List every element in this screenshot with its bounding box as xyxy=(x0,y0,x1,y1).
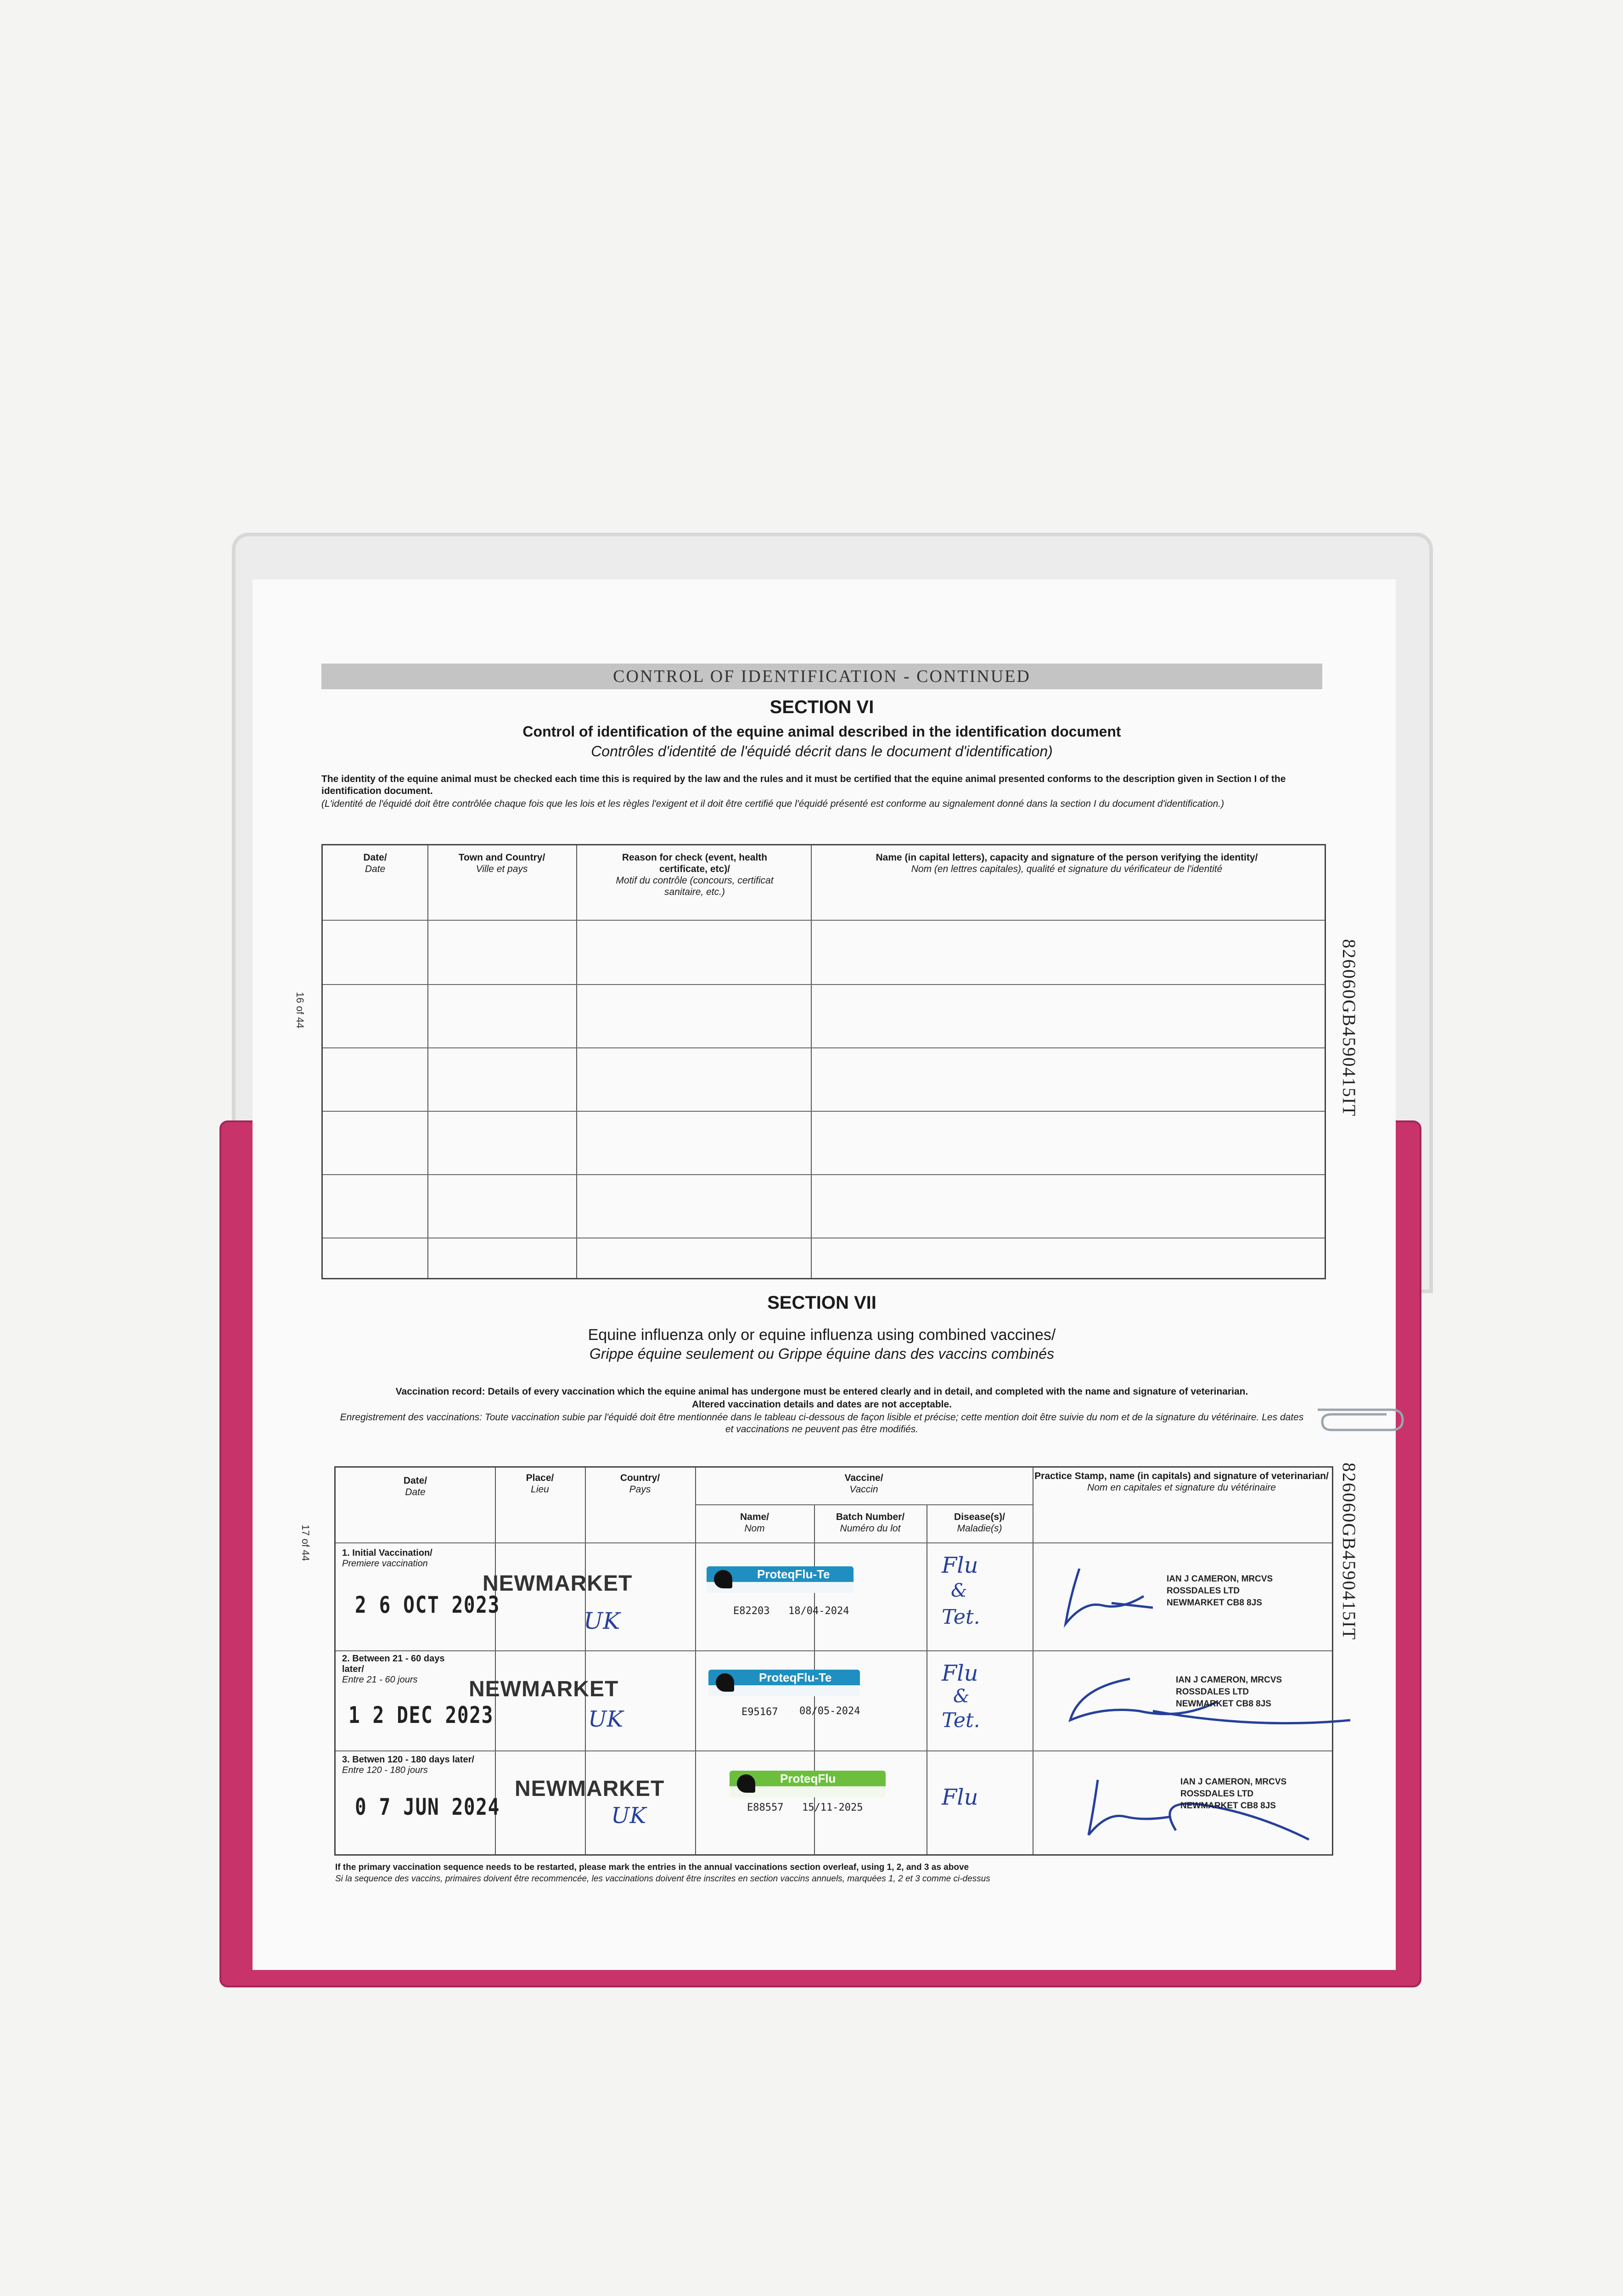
paper-clip-icon xyxy=(1313,1391,1405,1433)
col-reason xyxy=(598,852,791,898)
row-2-vet-stamp xyxy=(1176,1674,1282,1710)
section-vi-note-en: The identity of the equine animal must be checked each time this is required by the law and the rules and it must be certified that the equine animal presented conforms to the description given in Section I of the identification document. xyxy=(321,774,1286,796)
vcol-batch-en: Batch Number/ xyxy=(836,1512,905,1522)
identity-check-table xyxy=(321,844,1326,1279)
vcol-vet-en: Practice Stamp, name (in capitals) and signature of veterinarian/ xyxy=(1034,1471,1329,1481)
row-2-vet-practice: ROSSDALES LTD xyxy=(1176,1687,1249,1697)
vcol-place-fr: Lieu xyxy=(531,1484,549,1495)
row-1-vet-address: NEWMARKET CB8 8JS xyxy=(1167,1598,1262,1608)
row-1-date: 2 6 OCT 2023 xyxy=(355,1592,500,1618)
row-2-label xyxy=(342,1654,448,1685)
row-2-disease-3: Tet. xyxy=(942,1709,980,1732)
row-1-batch: E82203 xyxy=(733,1605,770,1617)
row-2-vet-name: IAN J CAMERON, MRCVS xyxy=(1176,1675,1282,1685)
col-reason-en: Reason for check (event, health certificate, etc)/ xyxy=(622,852,768,874)
vcol-vaccine xyxy=(695,1472,1033,1495)
vcol-vaccine-fr: Vaccin xyxy=(849,1484,878,1495)
vcol-disease-fr: Maladie(s) xyxy=(957,1523,1002,1534)
row-2-disease-2: & xyxy=(953,1686,970,1707)
section-vi-heading-en: Control of identification of the equine animal described in the identification document xyxy=(522,723,1121,740)
vcol-name-fr: Nom xyxy=(744,1523,765,1534)
section-vi-note-fr: (L'identité de l'équidé doit être contrôlée chaque fois que les lois et les règles l'exigent et il doit être certifié que l'équidé présenté est conforme au signalement donné dans la section I du document d'identification.) xyxy=(321,799,1224,809)
row-3-place: NEWMARKET xyxy=(515,1777,665,1801)
row-3-expiry: 15/11-2025 xyxy=(802,1802,863,1813)
col-town xyxy=(427,852,576,875)
row-1-disease-1: Flu xyxy=(942,1553,978,1578)
col-reason-fr: Motif du contrôle (concours, certificat sanitaire, etc.) xyxy=(616,875,774,897)
row-2-batch: E95167 xyxy=(741,1706,778,1718)
row-1-label-fr: Premiere vaccination xyxy=(342,1559,428,1569)
col-date-en: Date/ xyxy=(363,852,387,863)
row-2-label-fr: Entre 21 - 60 jours xyxy=(342,1675,418,1685)
section-vii-title: SECTION VII xyxy=(767,1293,876,1313)
row-3-date: 0 7 JUN 2024 xyxy=(355,1794,500,1820)
row-3-label-fr: Entre 120 - 180 jours xyxy=(342,1765,428,1775)
row-1-expiry: 18/04-2024 xyxy=(788,1605,849,1617)
row-1-place: NEWMARKET xyxy=(483,1571,633,1596)
proteq-logo-icon xyxy=(737,1774,755,1793)
row-1-disease-2: & xyxy=(951,1580,967,1601)
vcol-name-en: Name/ xyxy=(740,1512,769,1522)
vcol-vet-fr: Nom en capitales et signature du vétérinaire xyxy=(1087,1482,1276,1493)
row-2-vaccine-name: ProteqFlu-Te xyxy=(759,1671,832,1684)
proteq-logo-icon xyxy=(714,1570,732,1588)
row-3-batch: E88557 xyxy=(747,1802,784,1813)
row-2-date: 1 2 DEC 2023 xyxy=(348,1702,494,1728)
row-3-label xyxy=(342,1755,480,1776)
row-2-vaccine-label xyxy=(708,1670,860,1696)
row-3-vet-address: NEWMARKET CB8 8JS xyxy=(1180,1801,1276,1811)
row-1-disease-3: Tet. xyxy=(942,1605,980,1629)
row-1-vaccine-label xyxy=(707,1566,854,1593)
col-verifier xyxy=(811,852,1323,875)
row-3-country: UK xyxy=(611,1803,646,1829)
vcol-date xyxy=(336,1475,495,1498)
row-1-label-en: 1. Initial Vaccination/ xyxy=(342,1548,432,1558)
row-1-vet-stamp xyxy=(1167,1573,1273,1609)
col-verifier-fr: Nom (en lettres capitales), qualité et signature du vérificateur de l'identité xyxy=(911,864,1223,874)
row-2-disease-1: Flu xyxy=(942,1660,978,1686)
row-2-vet-address: NEWMARKET CB8 8JS xyxy=(1176,1699,1271,1709)
vcol-vaccine-en: Vaccine/ xyxy=(844,1473,883,1483)
vcol-disease-en: Disease(s)/ xyxy=(954,1512,1005,1522)
side-id-bottom: 826060GB4590415IT xyxy=(1339,1463,1359,1641)
col-date xyxy=(323,852,427,875)
col-town-fr: Ville et pays xyxy=(476,864,528,874)
vcol-place-en: Place/ xyxy=(526,1473,554,1483)
side-id-top: 826060GB4590415IT xyxy=(1339,939,1359,1117)
row-1-label xyxy=(342,1548,489,1569)
vcol-batch-fr: Numéro du lot xyxy=(840,1523,901,1534)
row-2-place: NEWMARKET xyxy=(469,1677,619,1701)
vcol-country-fr: Pays xyxy=(629,1484,651,1495)
col-verifier-en: Name (in capital letters), capacity and signature of the person verifying the identity/ xyxy=(876,852,1258,863)
vcol-vet xyxy=(1033,1470,1331,1493)
row-1-vet-name: IAN J CAMERON, MRCVS xyxy=(1167,1574,1273,1584)
section-vii-note-en: Vaccination record: Details of every vaccination which the equine animal has undergone must be entered clearly and in detail, and completed with the name and signature of veterinarian. xyxy=(395,1386,1248,1397)
vcol-country xyxy=(585,1472,695,1495)
row-1-country: UK xyxy=(584,1608,620,1634)
vcol-date-fr: Date xyxy=(405,1487,426,1497)
vcol-place xyxy=(495,1472,585,1495)
row-3-vaccine-label xyxy=(730,1771,886,1797)
vcol-date-en: Date/ xyxy=(403,1475,427,1486)
col-town-en: Town and Country/ xyxy=(458,852,545,863)
section-vii-note-fr: Enregistrement des vaccinations: Toute vaccination subie par l'équidé doit être mentionnée dans le tableau ci-dessous de façon lisible et précise; cette mention doit être suivie du nom et de la signature du vétérinaire. Les dates et vaccinations ne peuvent pas être modifiés. xyxy=(340,1412,1304,1435)
page-number-16: 16 of 44 xyxy=(294,992,306,1029)
vcol-country-en: Country/ xyxy=(620,1473,660,1483)
col-date-fr: Date xyxy=(365,864,386,874)
footnote-fr: Si la sequence des vaccins, primaires doivent être recommencée, les vaccinations doivent être inscrites en section vaccins annuels, marquées 1, 2 et 3 comme ci-dessus xyxy=(335,1874,990,1884)
row-2-expiry: 08/05-2024 xyxy=(799,1705,860,1717)
section-vii-heading-en: Equine influenza only or equine influenza using combined vaccines/ xyxy=(588,1326,1056,1344)
row-3-vet-stamp xyxy=(1180,1776,1286,1812)
row-2-country: UK xyxy=(588,1706,623,1732)
row-1-vaccine-name: ProteqFlu-Te xyxy=(757,1567,830,1581)
row-3-label-en: 3. Betwen 120 - 180 days later/ xyxy=(342,1755,474,1765)
section-vi-title: SECTION VI xyxy=(769,697,874,717)
row-3-vaccine-name: ProteqFlu xyxy=(780,1772,836,1785)
section-vii-heading-fr: Grippe équine seulement ou Grippe équine dans des vaccins combinés xyxy=(589,1345,1055,1362)
row-3-vet-practice: ROSSDALES LTD xyxy=(1180,1789,1254,1799)
section-header-bar: CONTROL OF IDENTIFICATION - CONTINUED xyxy=(321,664,1322,689)
row-1-vet-practice: ROSSDALES LTD xyxy=(1167,1586,1240,1596)
page-number-17: 17 of 44 xyxy=(300,1525,311,1561)
vaccination-table xyxy=(334,1466,1333,1856)
row-2-label-en: 2. Between 21 - 60 days later/ xyxy=(342,1654,445,1674)
row-1-signature-icon xyxy=(1052,1559,1162,1633)
vcol-name xyxy=(695,1511,814,1534)
section-vi-heading-fr: Contrôles d'identité de l'équidé décrit dans le document d'identification) xyxy=(591,743,1053,760)
vcol-batch xyxy=(814,1511,927,1534)
vcol-disease xyxy=(927,1511,1033,1534)
row-3-vet-name: IAN J CAMERON, MRCVS xyxy=(1180,1777,1287,1787)
proteq-logo-icon xyxy=(716,1673,734,1692)
footnote-en: If the primary vaccination sequence needs to be restarted, please mark the entries in the annual vaccinations section overleaf, using 1, 2, and 3 as above xyxy=(335,1863,969,1872)
section-vii-note-en2: Altered vaccination details and dates are not acceptable. xyxy=(691,1399,952,1410)
row-3-disease-1: Flu xyxy=(942,1784,978,1810)
